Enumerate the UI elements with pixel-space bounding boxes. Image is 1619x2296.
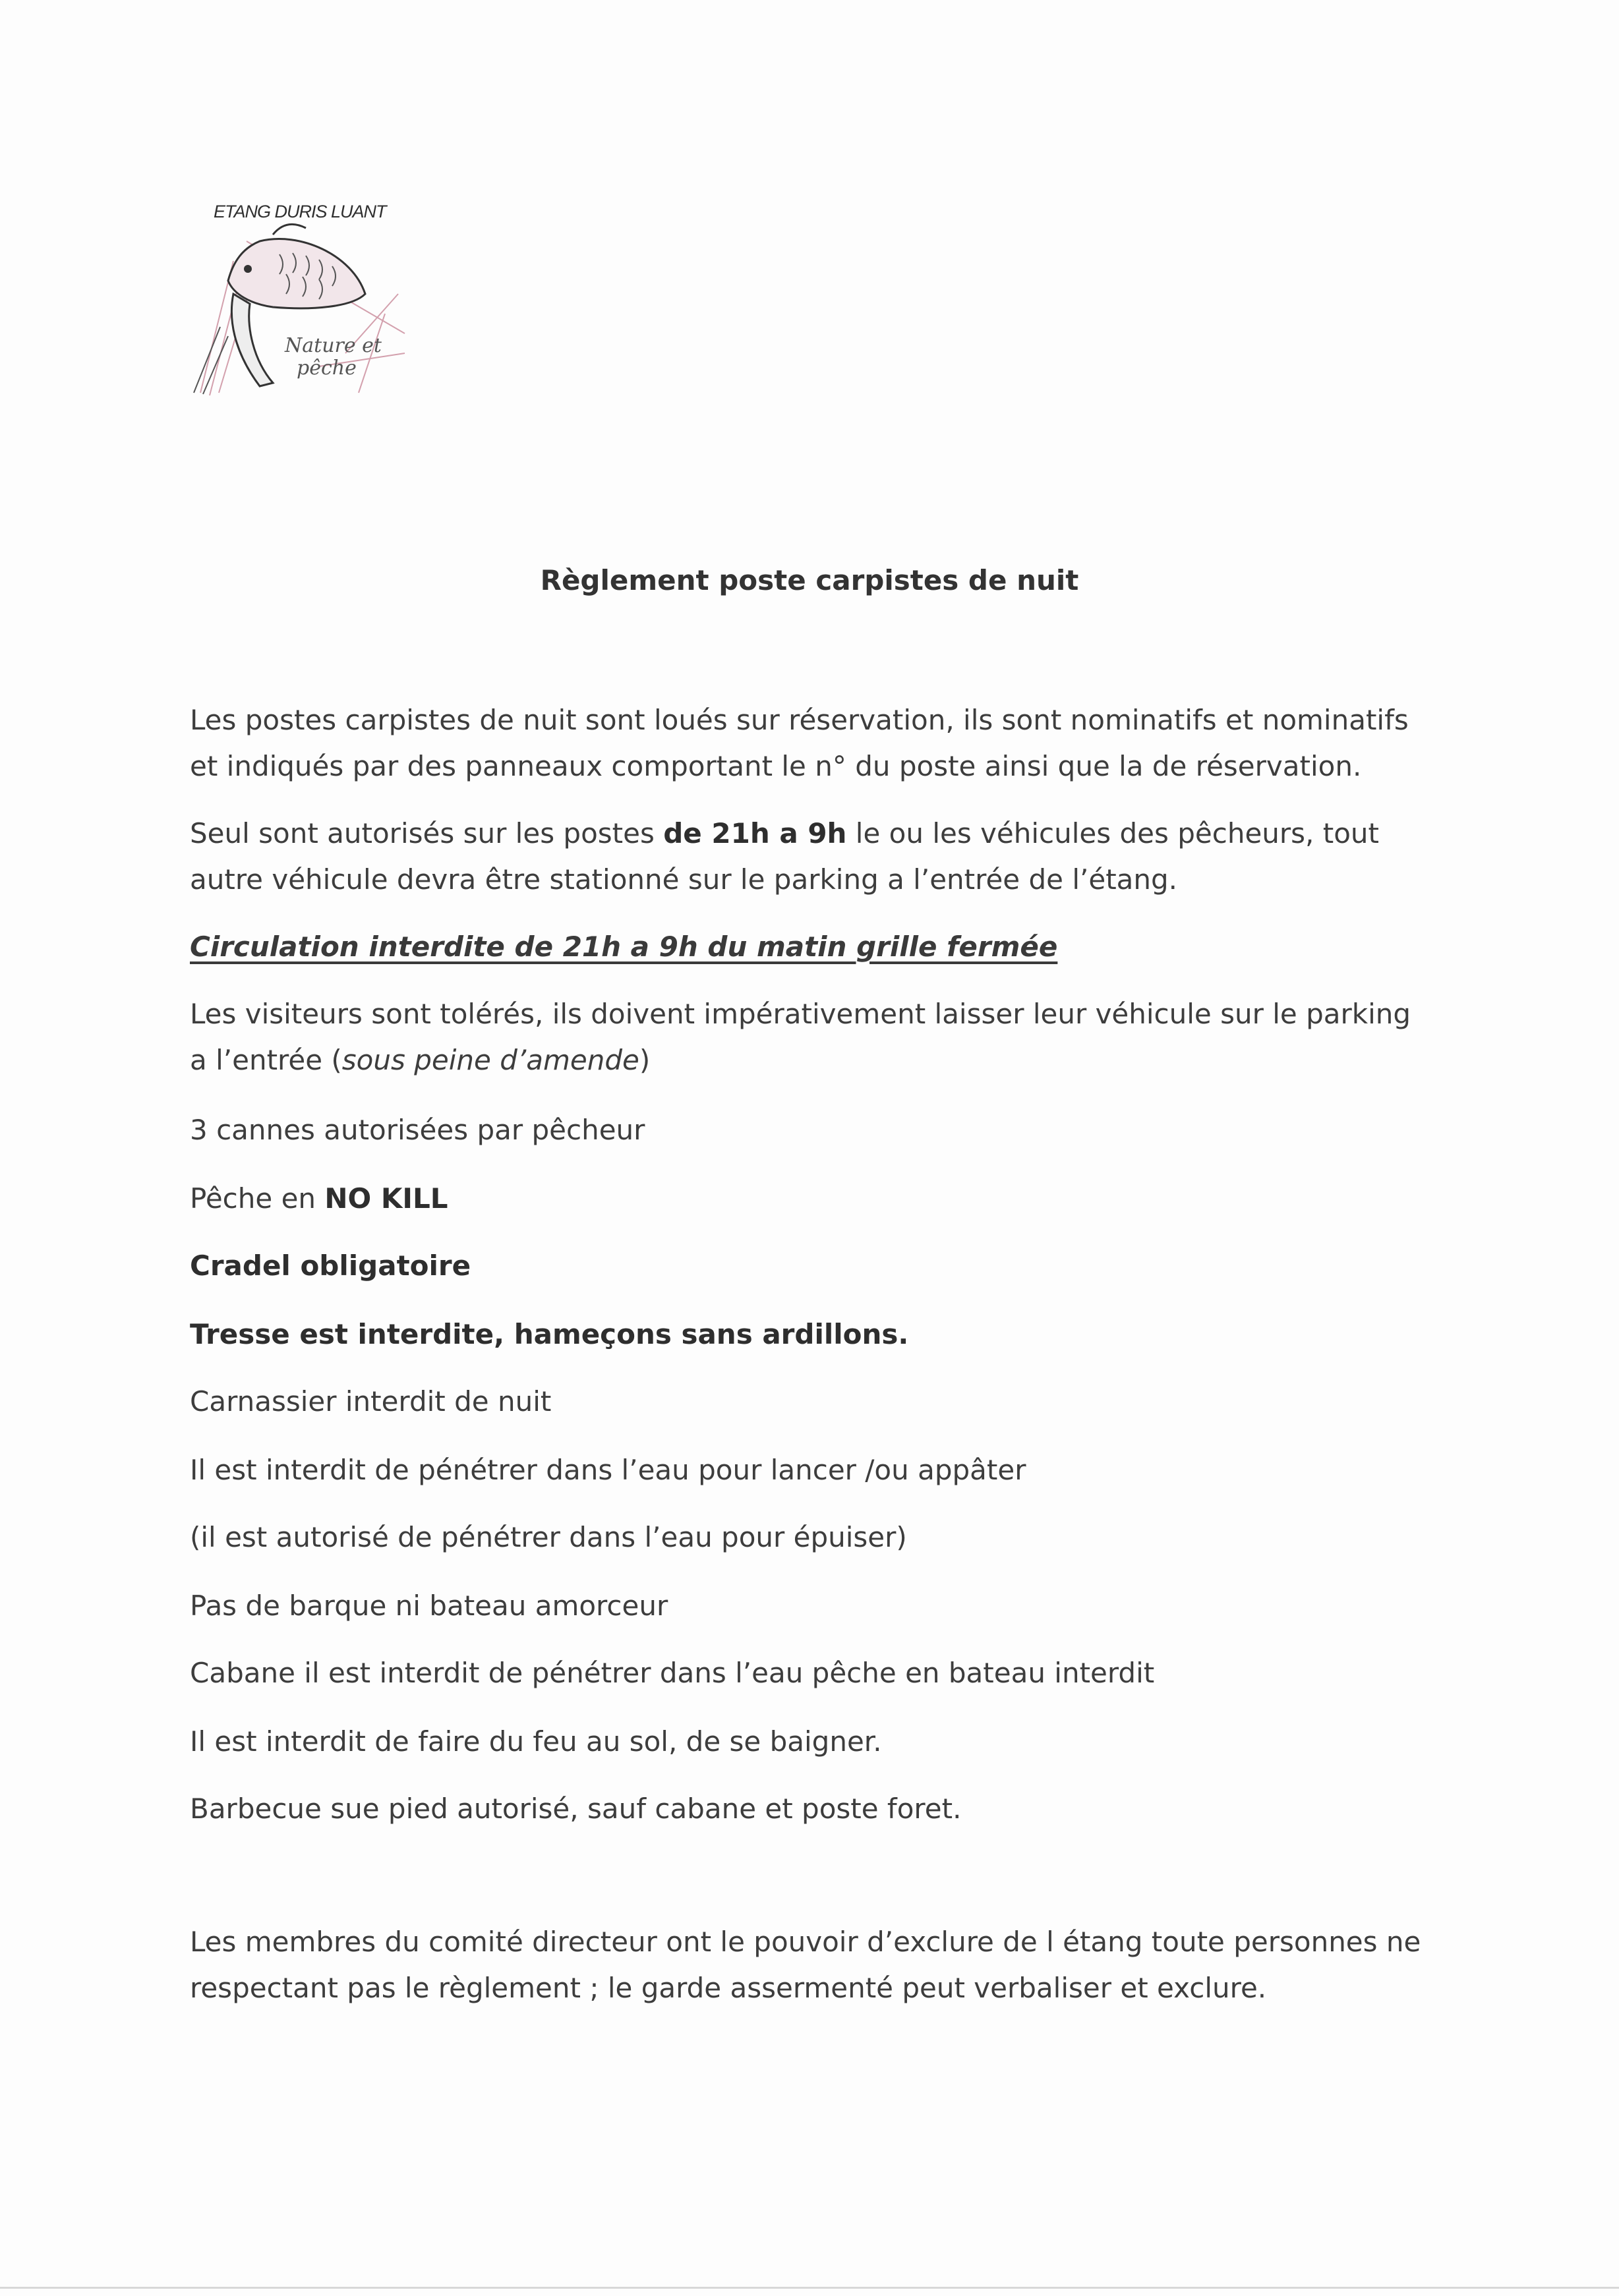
vehicles-text-start: Seul sont autorisés sur les postes bbox=[190, 817, 664, 849]
rule-barbecue: Barbecue sue pied autorisé, sauf cabane et poste foret. bbox=[190, 1793, 962, 1825]
rule-braid: Tresse est interdite, hameçons sans ardillons. bbox=[190, 1318, 909, 1350]
vehicles-hours: de 21h a 9h bbox=[663, 817, 847, 849]
traffic-rule: Circulation interdite de 21h a 9h du matin grille fermée bbox=[190, 931, 1058, 963]
pond-logo bbox=[187, 195, 415, 401]
rule-rods: 3 cannes autorisées par pêcheur bbox=[190, 1114, 645, 1146]
vehicles-text-line2: autre véhicule devra être stationné sur le parking a l’entrée de l’étang. bbox=[190, 863, 1178, 896]
logo-title: ETANG DURIS LUANT bbox=[214, 202, 386, 221]
visitors-text-start: a l’entrée ( bbox=[190, 1044, 342, 1076]
vehicles-text-line1 bbox=[190, 811, 1379, 857]
reservation-text-line1: Les postes carpistes de nuit sont loués sur réservation, ils sont nominatifs et nominatifs bbox=[190, 704, 1409, 736]
rule-cradle: Cradel obligatoire bbox=[190, 1249, 471, 1282]
rule-cabin: Cabane il est interdit de pénétrer dans l’eau pêche en bateau interdit bbox=[190, 1657, 1155, 1689]
page-edge bbox=[0, 2287, 1619, 2289]
page-title: Règlement poste carpistes de nuit bbox=[540, 564, 1079, 596]
logo-tagline-line2: pêche bbox=[297, 357, 357, 380]
vehicles-text-end: le ou les véhicules des pêcheurs, tout bbox=[846, 817, 1380, 849]
rule-water-entry: Il est interdit de pénétrer dans l’eau pour lancer /ou appâter bbox=[190, 1454, 1026, 1486]
fine-note: sous peine d’amende bbox=[341, 1044, 639, 1076]
no-kill-badge: NO KILL bbox=[324, 1182, 448, 1215]
logo-tagline bbox=[285, 335, 382, 380]
rule-no-kill bbox=[190, 1176, 448, 1222]
visitors-text-line1: Les visiteurs sont tolérés, ils doivent impérativement laisser leur véhicule sur le parking bbox=[190, 998, 1411, 1030]
logo-tagline-line1: Nature et bbox=[285, 334, 382, 357]
visitors-text-line2 bbox=[190, 1037, 650, 1083]
rule-boat: Pas de barque ni bateau amorceur bbox=[190, 1590, 668, 1622]
rule-water-landing: (il est autorisé de pénétrer dans l’eau pour épuiser) bbox=[190, 1521, 907, 1553]
closing-text-line2: respectant pas le règlement ; le garde assermenté peut verbaliser et exclure. bbox=[190, 1972, 1267, 2004]
reservation-text-line2: et indiqués par des panneaux comportant le n° du poste ainsi que la de réservation. bbox=[190, 750, 1362, 782]
visitors-text-end: ) bbox=[639, 1044, 651, 1076]
rule-fire: Il est interdit de faire du feu au sol, de se baigner. bbox=[190, 1725, 882, 1758]
closing-text-line1: Les membres du comité directeur ont le pouvoir d’exclure de l étang toute personnes ne bbox=[190, 1926, 1421, 1958]
rule-predator: Carnassier interdit de nuit bbox=[190, 1385, 552, 1418]
no-kill-text: Pêche en bbox=[190, 1182, 325, 1215]
